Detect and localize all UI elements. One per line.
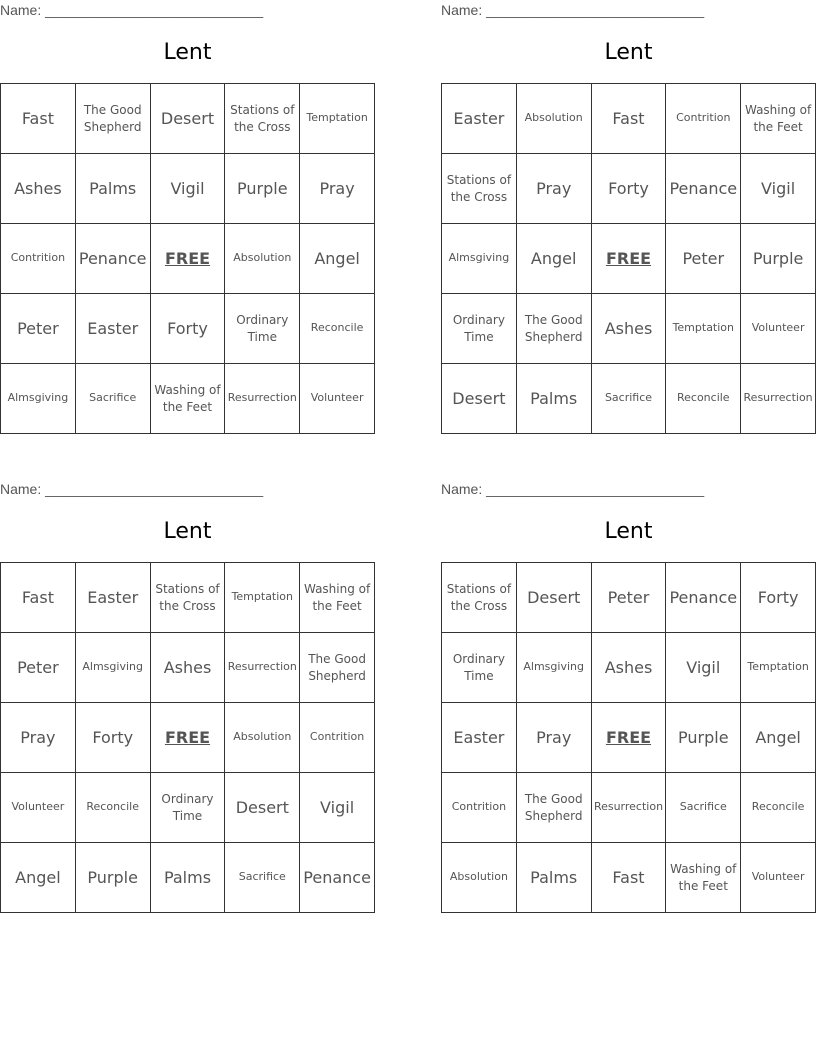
bingo-cell[interactable]: Vigil <box>300 773 375 843</box>
bingo-cell[interactable]: Sacrifice <box>592 364 667 434</box>
bingo-cell[interactable]: Contrition <box>666 84 741 154</box>
bingo-cell[interactable]: Forty <box>741 563 816 633</box>
bingo-cell[interactable]: Ordinary Time <box>151 773 226 843</box>
bingo-cell[interactable]: Palms <box>151 843 226 913</box>
bingo-cell[interactable]: Resurrection <box>225 633 300 703</box>
bingo-cell[interactable]: Sacrifice <box>76 364 151 434</box>
bingo-cell[interactable]: Purple <box>225 154 300 224</box>
bingo-cell[interactable]: Vigil <box>666 633 741 703</box>
card-title: Lent <box>163 519 212 544</box>
bingo-cell[interactable]: Resurrection <box>592 773 667 843</box>
bingo-cell[interactable]: Washing of the Feet <box>151 364 226 434</box>
bingo-cell[interactable]: Purple <box>76 843 151 913</box>
bingo-cell[interactable]: The Good Shepherd <box>517 294 592 364</box>
bingo-cell[interactable]: Peter <box>1 633 76 703</box>
bingo-cell[interactable]: Purple <box>741 224 816 294</box>
bingo-cell[interactable]: Washing of the Feet <box>666 843 741 913</box>
bingo-cell[interactable]: Palms <box>517 843 592 913</box>
bingo-cell[interactable]: Easter <box>442 703 517 773</box>
bingo-cell[interactable]: Temptation <box>666 294 741 364</box>
bingo-cell[interactable]: Vigil <box>151 154 226 224</box>
bingo-cell[interactable]: Vigil <box>741 154 816 224</box>
bingo-cell[interactable]: Pray <box>1 703 76 773</box>
bingo-cell[interactable]: Ordinary Time <box>442 294 517 364</box>
bingo-cell[interactable]: Desert <box>151 84 226 154</box>
bingo-cell[interactable]: Reconcile <box>76 773 151 843</box>
bingo-cell[interactable]: The Good Shepherd <box>517 773 592 843</box>
bingo-cell[interactable]: Ashes <box>151 633 226 703</box>
bingo-cell[interactable]: Almsgiving <box>442 224 517 294</box>
bingo-cell[interactable]: Reconcile <box>666 364 741 434</box>
bingo-cell[interactable]: Angel <box>1 843 76 913</box>
free-space[interactable]: FREE <box>592 703 667 773</box>
bingo-cell[interactable]: Temptation <box>300 84 375 154</box>
bingo-cell[interactable]: Ashes <box>1 154 76 224</box>
bingo-cell[interactable]: Peter <box>666 224 741 294</box>
bingo-cell[interactable]: Fast <box>592 843 667 913</box>
free-space[interactable]: FREE <box>592 224 667 294</box>
card-title: Lent <box>604 40 653 65</box>
bingo-card-1 <box>0 0 375 432</box>
bingo-cell[interactable]: Fast <box>1 563 76 633</box>
bingo-cell[interactable]: Absolution <box>442 843 517 913</box>
bingo-cell[interactable]: Almsgiving <box>1 364 76 434</box>
bingo-cell[interactable]: Washing of the Feet <box>741 84 816 154</box>
bingo-cell[interactable]: Desert <box>517 563 592 633</box>
bingo-cell[interactable]: Fast <box>592 84 667 154</box>
bingo-cell[interactable]: Ordinary Time <box>442 633 517 703</box>
bingo-card-3 <box>0 479 375 911</box>
bingo-cell[interactable]: Ashes <box>592 633 667 703</box>
bingo-grid <box>441 83 816 434</box>
name-field[interactable]: Name: ____________________________ <box>0 2 264 18</box>
bingo-cell[interactable]: Penance <box>666 154 741 224</box>
bingo-cell[interactable]: Penance <box>666 563 741 633</box>
bingo-cell[interactable]: Angel <box>300 224 375 294</box>
bingo-cell[interactable]: Contrition <box>442 773 517 843</box>
bingo-cell[interactable]: Forty <box>592 154 667 224</box>
bingo-cell[interactable]: The Good Shepherd <box>76 84 151 154</box>
bingo-cell[interactable]: Absolution <box>225 224 300 294</box>
bingo-cell[interactable]: Absolution <box>517 84 592 154</box>
bingo-cell[interactable]: Pray <box>517 154 592 224</box>
bingo-cell[interactable]: Absolution <box>225 703 300 773</box>
bingo-cell[interactable]: Fast <box>1 84 76 154</box>
bingo-card-2 <box>441 0 816 432</box>
bingo-cell[interactable]: Volunteer <box>741 843 816 913</box>
bingo-cell[interactable]: Penance <box>300 843 375 913</box>
bingo-cell[interactable]: Angel <box>517 224 592 294</box>
bingo-cell[interactable]: Forty <box>76 703 151 773</box>
name-field[interactable]: Name: ____________________________ <box>441 2 705 18</box>
bingo-cell[interactable]: Stations of the Cross <box>442 154 517 224</box>
bingo-cell[interactable]: Temptation <box>741 633 816 703</box>
bingo-cell[interactable]: Easter <box>76 294 151 364</box>
bingo-cell[interactable]: Desert <box>225 773 300 843</box>
bingo-cell[interactable]: Sacrifice <box>666 773 741 843</box>
bingo-cell[interactable]: Contrition <box>1 224 76 294</box>
bingo-cell[interactable]: Forty <box>151 294 226 364</box>
bingo-cell[interactable]: Desert <box>442 364 517 434</box>
free-space[interactable]: FREE <box>151 224 226 294</box>
bingo-card-4 <box>441 479 816 911</box>
card-title: Lent <box>163 40 212 65</box>
bingo-cell[interactable]: Volunteer <box>1 773 76 843</box>
name-field[interactable]: Name: ____________________________ <box>0 481 264 497</box>
bingo-cell[interactable]: Temptation <box>225 563 300 633</box>
bingo-cell[interactable]: Almsgiving <box>517 633 592 703</box>
bingo-cell[interactable]: Almsgiving <box>76 633 151 703</box>
bingo-cell[interactable]: Ashes <box>592 294 667 364</box>
bingo-cell[interactable]: Contrition <box>300 703 375 773</box>
free-space[interactable]: FREE <box>151 703 226 773</box>
bingo-grid <box>441 562 816 913</box>
bingo-cell[interactable]: Palms <box>517 364 592 434</box>
bingo-cell[interactable]: Peter <box>592 563 667 633</box>
bingo-cell[interactable]: Angel <box>741 703 816 773</box>
bingo-cell[interactable]: Volunteer <box>741 294 816 364</box>
bingo-cell[interactable]: Resurrection <box>225 364 300 434</box>
bingo-cell[interactable]: Ordinary Time <box>225 294 300 364</box>
bingo-cell[interactable]: Easter <box>442 84 517 154</box>
bingo-cell[interactable]: The Good Shepherd <box>300 633 375 703</box>
card-title: Lent <box>604 519 653 544</box>
bingo-cell[interactable]: Volunteer <box>300 364 375 434</box>
bingo-cell[interactable]: Stations of the Cross <box>442 563 517 633</box>
bingo-cell[interactable]: Penance <box>76 224 151 294</box>
name-field[interactable]: Name: ____________________________ <box>441 481 705 497</box>
bingo-cell[interactable]: Peter <box>1 294 76 364</box>
bingo-cell[interactable]: Washing of the Feet <box>300 563 375 633</box>
bingo-cell[interactable]: Easter <box>76 563 151 633</box>
bingo-cell[interactable]: Pray <box>300 154 375 224</box>
bingo-cell[interactable]: Purple <box>666 703 741 773</box>
bingo-cell[interactable]: Resurrection <box>741 364 816 434</box>
bingo-cell[interactable]: Sacrifice <box>225 843 300 913</box>
bingo-grid <box>0 83 375 434</box>
bingo-cell[interactable]: Stations of the Cross <box>225 84 300 154</box>
bingo-cell[interactable]: Reconcile <box>300 294 375 364</box>
bingo-cell[interactable]: Reconcile <box>741 773 816 843</box>
bingo-cell[interactable]: Palms <box>76 154 151 224</box>
bingo-cell[interactable]: Stations of the Cross <box>151 563 226 633</box>
bingo-grid <box>0 562 375 913</box>
bingo-cell[interactable]: Pray <box>517 703 592 773</box>
